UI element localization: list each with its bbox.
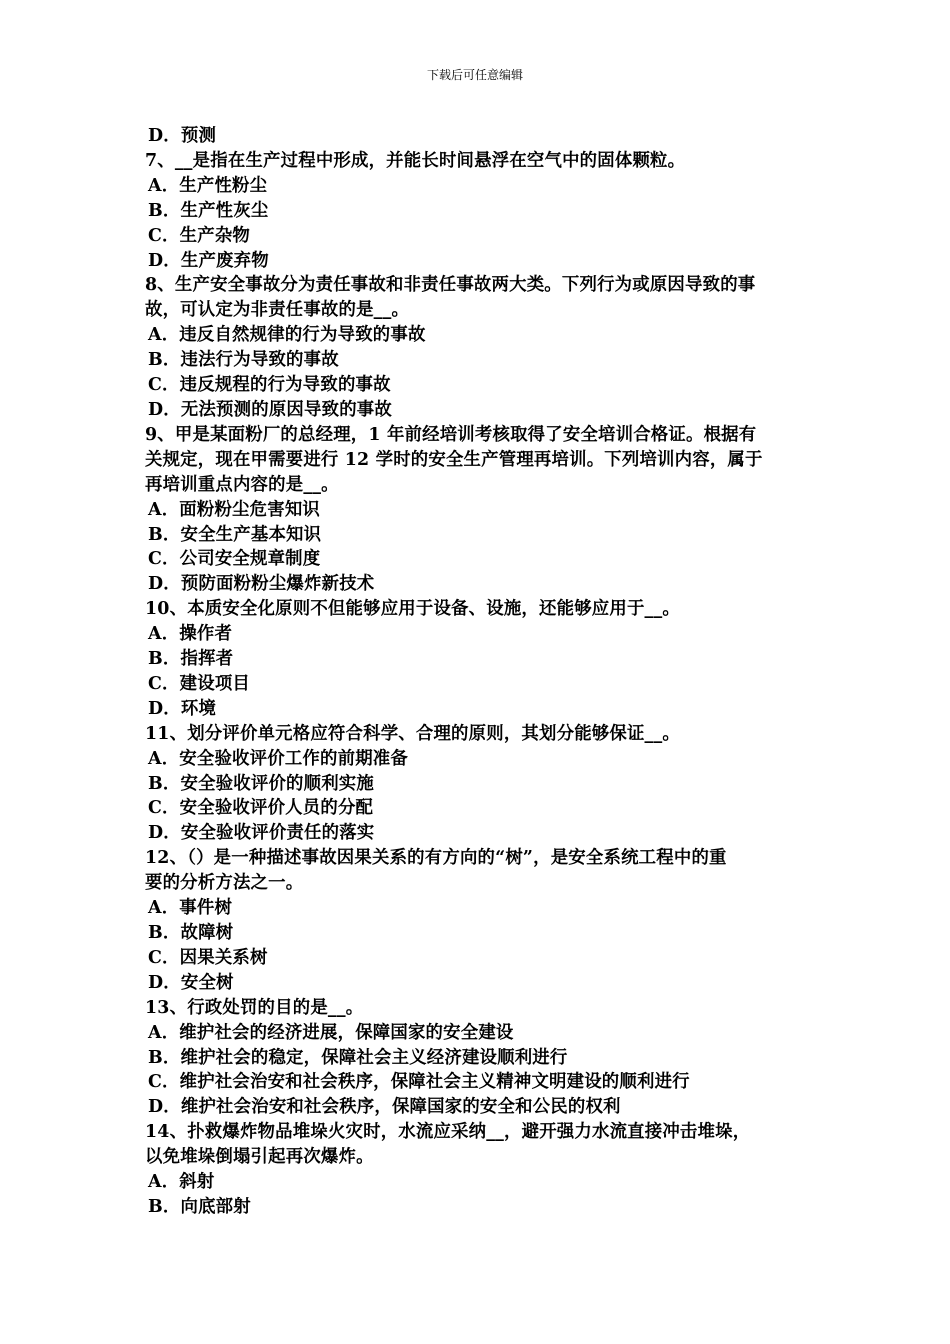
answer-option: A．生产性粉尘 xyxy=(148,175,268,196)
answer-option: A．安全验收评价工作的前期准备 xyxy=(148,748,408,769)
answer-option: D．生产废弃物 xyxy=(148,250,269,271)
answer-option: B．安全生产基本知识 xyxy=(148,524,322,545)
answer-option: A．违反自然规律的行为导致的事故 xyxy=(148,325,426,346)
answer-option: D．维护社会治安和社会秩序，保障国家的安全和公民的权利 xyxy=(148,1097,621,1118)
answer-option: B．违法行为导致的事故 xyxy=(148,350,339,371)
answer-option: C．建设项目 xyxy=(148,673,250,694)
question-text: 13、行政处罚的目的是__。 xyxy=(145,997,364,1018)
answer-option: A．操作者 xyxy=(148,624,233,645)
answer-option: D．预防面粉粉尘爆炸新技术 xyxy=(148,574,375,595)
answer-option: B．向底部射 xyxy=(148,1196,251,1217)
answer-option: A．维护社会的经济进展，保障国家的安全建设 xyxy=(148,1022,514,1043)
answer-option: D．环境 xyxy=(148,698,217,719)
question-text: 14、扑救爆炸物品堆垛火灾时，水流应采纳__，避开强力水流直接冲击堆垛， xyxy=(145,1122,751,1143)
answer-option: C．因果关系树 xyxy=(148,947,268,968)
question-text: 关规定，现在甲需要进行 12 学时的安全生产管理再培训。下列培训内容，属于 xyxy=(145,449,763,470)
answer-option: C．维护社会治安和社会秩序，保障社会主义精神文明建设的顺利进行 xyxy=(148,1072,690,1093)
question-text: 7、__是指在生产过程中形成，并能长时间悬浮在空气中的固体颗粒。 xyxy=(145,150,686,171)
page-header: 下载后可任意编辑 xyxy=(426,68,523,82)
answer-option: C．生产杂物 xyxy=(148,225,250,246)
question-text: 以免堆垛倒塌引起再次爆炸。 xyxy=(145,1147,374,1168)
answer-option: D．安全验收评价责任的落实 xyxy=(148,823,375,844)
question-text: 8、生产安全事故分为责任事故和非责任事故两大类。下列行为或原因导致的事 xyxy=(145,275,756,296)
answer-option: C．公司安全规章制度 xyxy=(148,549,321,570)
answer-option: A．面粉粉尘危害知识 xyxy=(148,499,321,520)
answer-option: D．安全树 xyxy=(148,972,234,993)
answer-option: A．事件树 xyxy=(148,898,233,919)
document-body xyxy=(145,124,810,1220)
question-text: 要的分析方法之一。 xyxy=(145,873,304,894)
answer-option: B．维护社会的稳定，保障社会主义经济建设顺利进行 xyxy=(148,1047,568,1068)
answer-option: B．指挥者 xyxy=(148,649,234,670)
answer-option: A．斜射 xyxy=(148,1172,215,1193)
question-text: 9、甲是某面粉厂的总经理，1 年前经培训考核取得了安全培训合格证。根据有 xyxy=(145,424,757,445)
answer-option: B．安全验收评价的顺利实施 xyxy=(148,773,374,794)
answer-option: D．预测 xyxy=(148,126,217,146)
question-text: 12、（）是一种描述事故因果关系的有方向的“树”，是安全系统工程中的重 xyxy=(145,848,727,869)
answer-option: B．故障树 xyxy=(148,923,234,943)
answer-option: C．违反规程的行为导致的事故 xyxy=(148,375,391,396)
question-text: 11、划分评价单元格应符合科学、合理的原则，其划分能够保证__。 xyxy=(145,723,680,744)
question-text: 故，可认定为非责任事故的是__。 xyxy=(145,300,410,321)
question-text: 再培训重点内容的是__。 xyxy=(145,474,339,495)
answer-option: B．生产性灰尘 xyxy=(148,200,269,221)
answer-option: D．无法预测的原因导致的事故 xyxy=(148,399,392,420)
question-text: 10、本质安全化原则不但能够应用于设备、设施，还能够应用于__。 xyxy=(145,599,680,620)
answer-option: C．安全验收评价人员的分配 xyxy=(148,798,374,819)
